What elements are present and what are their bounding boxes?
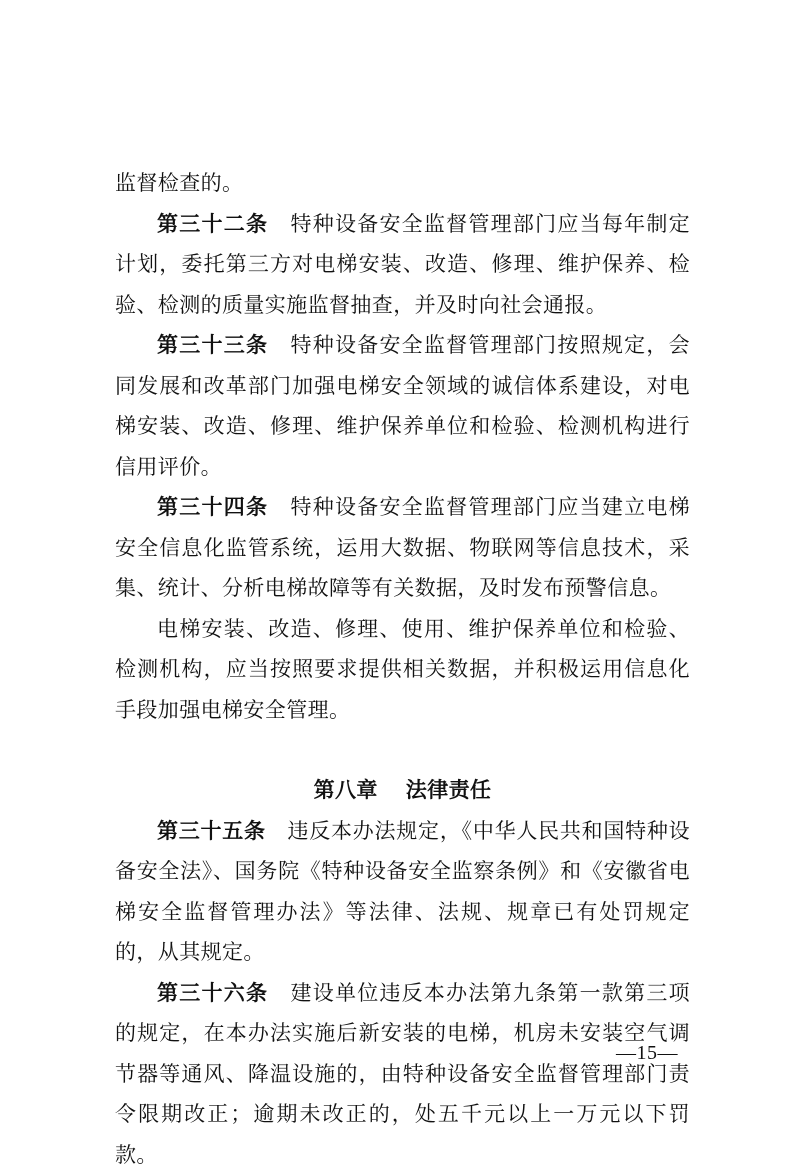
article-number: 第三十三条 (157, 333, 268, 357)
article-text: 特种设备安全监督管理部门应当建立电梯安全信息化监管系统，运用大数据、物联网等信息技术，采集、统计、分析电梯故障等有关数据，及时发布预警信息。 (115, 495, 690, 600)
article-34 (115, 487, 690, 609)
article-number: 第三十六条 (157, 981, 268, 1005)
article-text: 特种设备安全监督管理部门应当每年制定计划，委托第三方对电梯安装、改造、修理、维护保养、检验、检测的质量实施监督抽查，并及时向社会通报。 (115, 212, 690, 317)
page-number: —15— (616, 1042, 678, 1065)
body-text (115, 163, 690, 1175)
article-number: 第三十五条 (157, 819, 266, 843)
article-35 (115, 811, 690, 973)
article-number: 第三十二条 (157, 212, 268, 236)
article-36 (115, 973, 690, 1175)
article-32 (115, 204, 690, 326)
article-34-paragraph-2 (115, 609, 690, 731)
article-text: 违反本办法规定，《中华人民共和国特种设备安全法》、国务院《特种设备安全监察条例》和《安徽省电梯安全监督管理办法》等法律、法规、规章已有处罚规定的，从其规定。 (115, 819, 690, 965)
continuation-paragraph (115, 163, 690, 204)
paragraph-text: 电梯安装、改造、修理、使用、维护保养单位和检验、检测机构，应当按照要求提供相关数据，并积极运用信息化手段加强电梯安全管理。 (115, 617, 690, 722)
article-number: 第三十四条 (157, 495, 268, 519)
article-text: 建设单位违反本办法第九条第一款第三项的规定，在本办法实施后新安装的电梯，机房未安装空气调节器等通风、降温设施的，由特种设备安全监督管理部门责令限期改正；逾期未改正的，处五千元以上一万元以下罚款。 (115, 981, 690, 1167)
chapter-number: 第八章 (314, 778, 378, 802)
article-33 (115, 325, 690, 487)
chapter-title: 法律责任 (406, 778, 492, 802)
chapter-heading (115, 730, 690, 811)
paragraph-text: 监督检查的。 (115, 171, 243, 195)
article-text: 特种设备安全监督管理部门按照规定，会同发展和改革部门加强电梯安全领域的诚信体系建设，对电梯安装、改造、修理、维护保养单位和检验、检测机构进行信用评价。 (115, 333, 690, 479)
